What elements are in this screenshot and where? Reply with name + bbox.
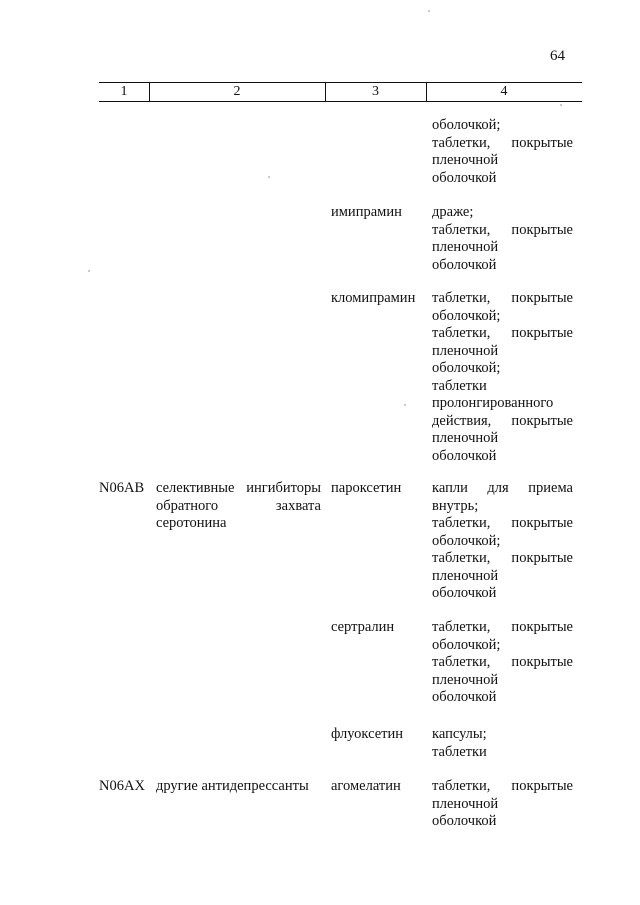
form-line: таблетки, покрытые	[432, 619, 573, 635]
drug-name: сертралин	[331, 619, 395, 635]
form-line: пленочной	[432, 795, 499, 812]
group-line: другие антидепрессанты	[156, 778, 309, 794]
form-line: таблетки	[432, 377, 487, 394]
form-line: оболочкой;	[432, 307, 501, 324]
header-col-2: 2	[233, 84, 241, 99]
atc-group	[156, 480, 321, 533]
dosage-forms	[432, 290, 573, 465]
form-line: пролонгированного	[432, 395, 554, 411]
form-line: пленочной	[432, 239, 499, 255]
form-line: драже;	[432, 204, 474, 220]
dosage-forms	[432, 117, 573, 187]
header-col-1: 1	[120, 84, 128, 99]
atc-group	[156, 778, 321, 796]
form-line: оболочкой	[432, 169, 497, 186]
scan-speck	[428, 10, 430, 12]
form-line: оболочкой;	[432, 532, 501, 549]
form-line: оболочкой	[432, 447, 497, 464]
form-line: оболочкой;	[432, 117, 501, 133]
form-line: пленочной	[432, 567, 499, 584]
form-line: действия, покрытые	[432, 412, 573, 429]
drug-name: флуоксетин	[331, 726, 403, 742]
scan-speck	[404, 404, 406, 406]
form-line: пленочной	[432, 430, 499, 446]
dosage-forms	[432, 726, 573, 761]
scan-speck	[560, 104, 562, 106]
form-line: оболочкой	[432, 813, 497, 829]
form-line: таблетки, покрытые	[432, 550, 573, 566]
header-col-3: 3	[372, 84, 379, 99]
form-line: внутрь;	[432, 497, 479, 514]
atc-code: N06AX	[99, 778, 145, 794]
form-line: пленочной	[432, 671, 499, 688]
table-header	[99, 82, 582, 102]
group-line: обратного захвата	[156, 497, 321, 514]
form-line: оболочкой;	[432, 360, 501, 376]
drug-name: пароксетин	[331, 480, 402, 496]
page-number: 64	[550, 48, 565, 64]
atc-code: N06AB	[99, 480, 145, 496]
form-line: таблетки, покрытые	[432, 221, 573, 238]
form-line: оболочкой	[432, 585, 497, 601]
dosage-forms	[432, 778, 573, 831]
form-line: оболочкой	[432, 689, 497, 705]
form-line: пленочной	[432, 342, 499, 359]
form-line: оболочкой;	[432, 636, 501, 653]
form-line: пленочной	[432, 152, 499, 168]
form-line: таблетки, покрытые	[432, 134, 573, 151]
group-line: серотонина	[156, 515, 227, 531]
header-col-4: 4	[500, 84, 508, 99]
form-line: таблетки, покрытые	[432, 325, 573, 341]
form-line: таблетки, покрытые	[432, 778, 573, 794]
form-line: таблетки, покрытые	[432, 515, 573, 531]
form-line: таблетки, покрытые	[432, 290, 573, 306]
scan-speck	[268, 176, 270, 178]
scan-speck	[88, 270, 90, 272]
dosage-forms	[432, 204, 573, 274]
group-line: селективные ингибиторы	[156, 480, 321, 496]
form-line: капсулы;	[432, 726, 487, 742]
drug-name: агомелатин	[331, 778, 401, 794]
drug-name: кломипрамин	[331, 290, 416, 306]
dosage-forms	[432, 480, 573, 603]
form-line: таблетки	[432, 743, 487, 760]
drug-name: имипрамин	[331, 204, 402, 220]
dosage-forms	[432, 619, 573, 707]
form-line: оболочкой	[432, 256, 497, 273]
form-line: капли для приема	[432, 480, 573, 496]
form-line: таблетки, покрытые	[432, 654, 573, 670]
